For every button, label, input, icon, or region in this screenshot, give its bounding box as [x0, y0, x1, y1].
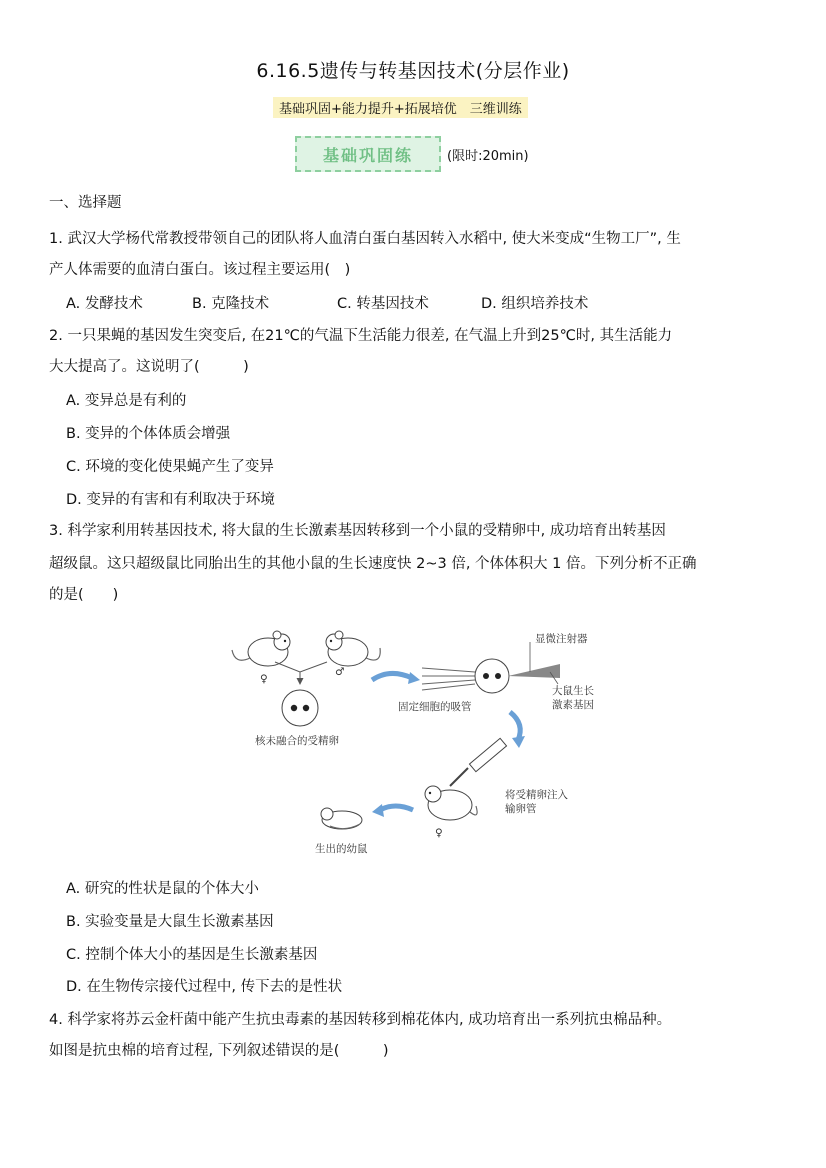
question-2-option-a: A. 变异总是有利的: [66, 393, 187, 409]
female-symbol: ♀: [260, 673, 268, 685]
question-2-option-b: B. 变异的个体体质会增强: [66, 426, 231, 442]
female-mouse-icon: [232, 631, 290, 666]
question-1-option-a: A. 发酵技术: [66, 296, 143, 312]
question-3-line-3: 的是( ): [49, 587, 119, 603]
question-1-option-c: C. 转基因技术: [337, 296, 429, 312]
recipient-female-symbol: ♀: [435, 827, 443, 839]
question-1-option-b: B. 克隆技术: [192, 296, 270, 312]
question-2-line-1: 2. 一只果蝇的基因发生突变后, 在21℃的气温下生活能力很差, 在气温上升到25℃时, 其生活能力: [49, 328, 673, 344]
male-symbol: ♂: [335, 666, 345, 678]
subtitle-banner: 基础巩固+能力提升+拓展培优 三维训练: [273, 97, 528, 118]
label-pipette: 固定细胞的吸管: [398, 701, 472, 713]
label-fertilized-egg: 核未融合的受精卵: [255, 735, 339, 747]
question-4-line-2: 如图是抗虫棉的培育过程, 下列叙述错误的是( ): [49, 1043, 389, 1059]
time-limit: (限时:20min): [447, 149, 529, 164]
microinjection-icon: [422, 642, 560, 693]
question-2-line-2: 大大提高了。这说明了( ): [49, 359, 249, 375]
question-1-line-1: 1. 武汉大学杨代常教授带领自己的团队将人血清白蛋白基因转入水稻中, 使大米变成“生物工厂”, 生: [49, 231, 681, 247]
transgenic-mouse-figure: [230, 620, 610, 870]
question-3-option-d: D. 在生物传宗接代过程中, 传下去的是性状: [66, 979, 343, 995]
question-1-line-2: 产人体需要的血清白蛋白。该过程主要运用( ): [49, 262, 351, 278]
question-3-option-c: C. 控制个体大小的基因是生长激素基因: [66, 947, 318, 963]
question-4-line-1: 4. 科学家将苏云金杆菌中能产生抗虫毒素的基因转移到棉花体内, 成功培育出一系列抗虫棉品种。: [49, 1012, 672, 1028]
label-gene-line-2: 激素基因: [552, 699, 594, 711]
section-badge: 基础巩固练: [295, 136, 441, 172]
process-arrow-1: [372, 673, 412, 680]
label-offspring: 生出的幼鼠: [315, 843, 368, 855]
fertilized-egg-icon: [282, 690, 318, 726]
question-2-option-c: C. 环境的变化使果蝇产生了变异: [66, 459, 274, 475]
process-arrow-2: [510, 712, 520, 740]
question-2-option-d: D. 变异的有害和有利取决于环境: [66, 492, 275, 508]
label-inject-line-1: 将受精卵注入: [505, 789, 568, 801]
label-injector: 显微注射器: [535, 633, 588, 645]
question-3-line-1: 3. 科学家利用转基因技术, 将大鼠的生长激素基因转移到一个小鼠的受精卵中, 成功培育出转基因: [49, 523, 666, 539]
page-title: 6.16.5遗传与转基因技术(分层作业): [256, 60, 570, 82]
recipient-mouse-icon: [425, 738, 507, 820]
offspring-mouse-icon: [321, 808, 362, 829]
section-title: 一、选择题: [49, 195, 122, 211]
question-3-option-b: B. 实验变量是大鼠生长激素基因: [66, 914, 274, 930]
male-mouse-icon: [326, 631, 380, 666]
question-3-option-a: A. 研究的性状是鼠的个体大小: [66, 881, 259, 897]
label-inject-line-2: 输卵管: [505, 803, 537, 815]
process-arrow-3: [380, 806, 413, 810]
question-1-option-d: D. 组织培养技术: [481, 296, 589, 312]
question-3-line-2: 超级鼠。这只超级鼠比同胎出生的其他小鼠的生长速度快 2~3 倍, 个体体积大 1 倍。下列分析不正确: [49, 556, 697, 572]
label-gene-line-1: 大鼠生长: [552, 685, 594, 697]
